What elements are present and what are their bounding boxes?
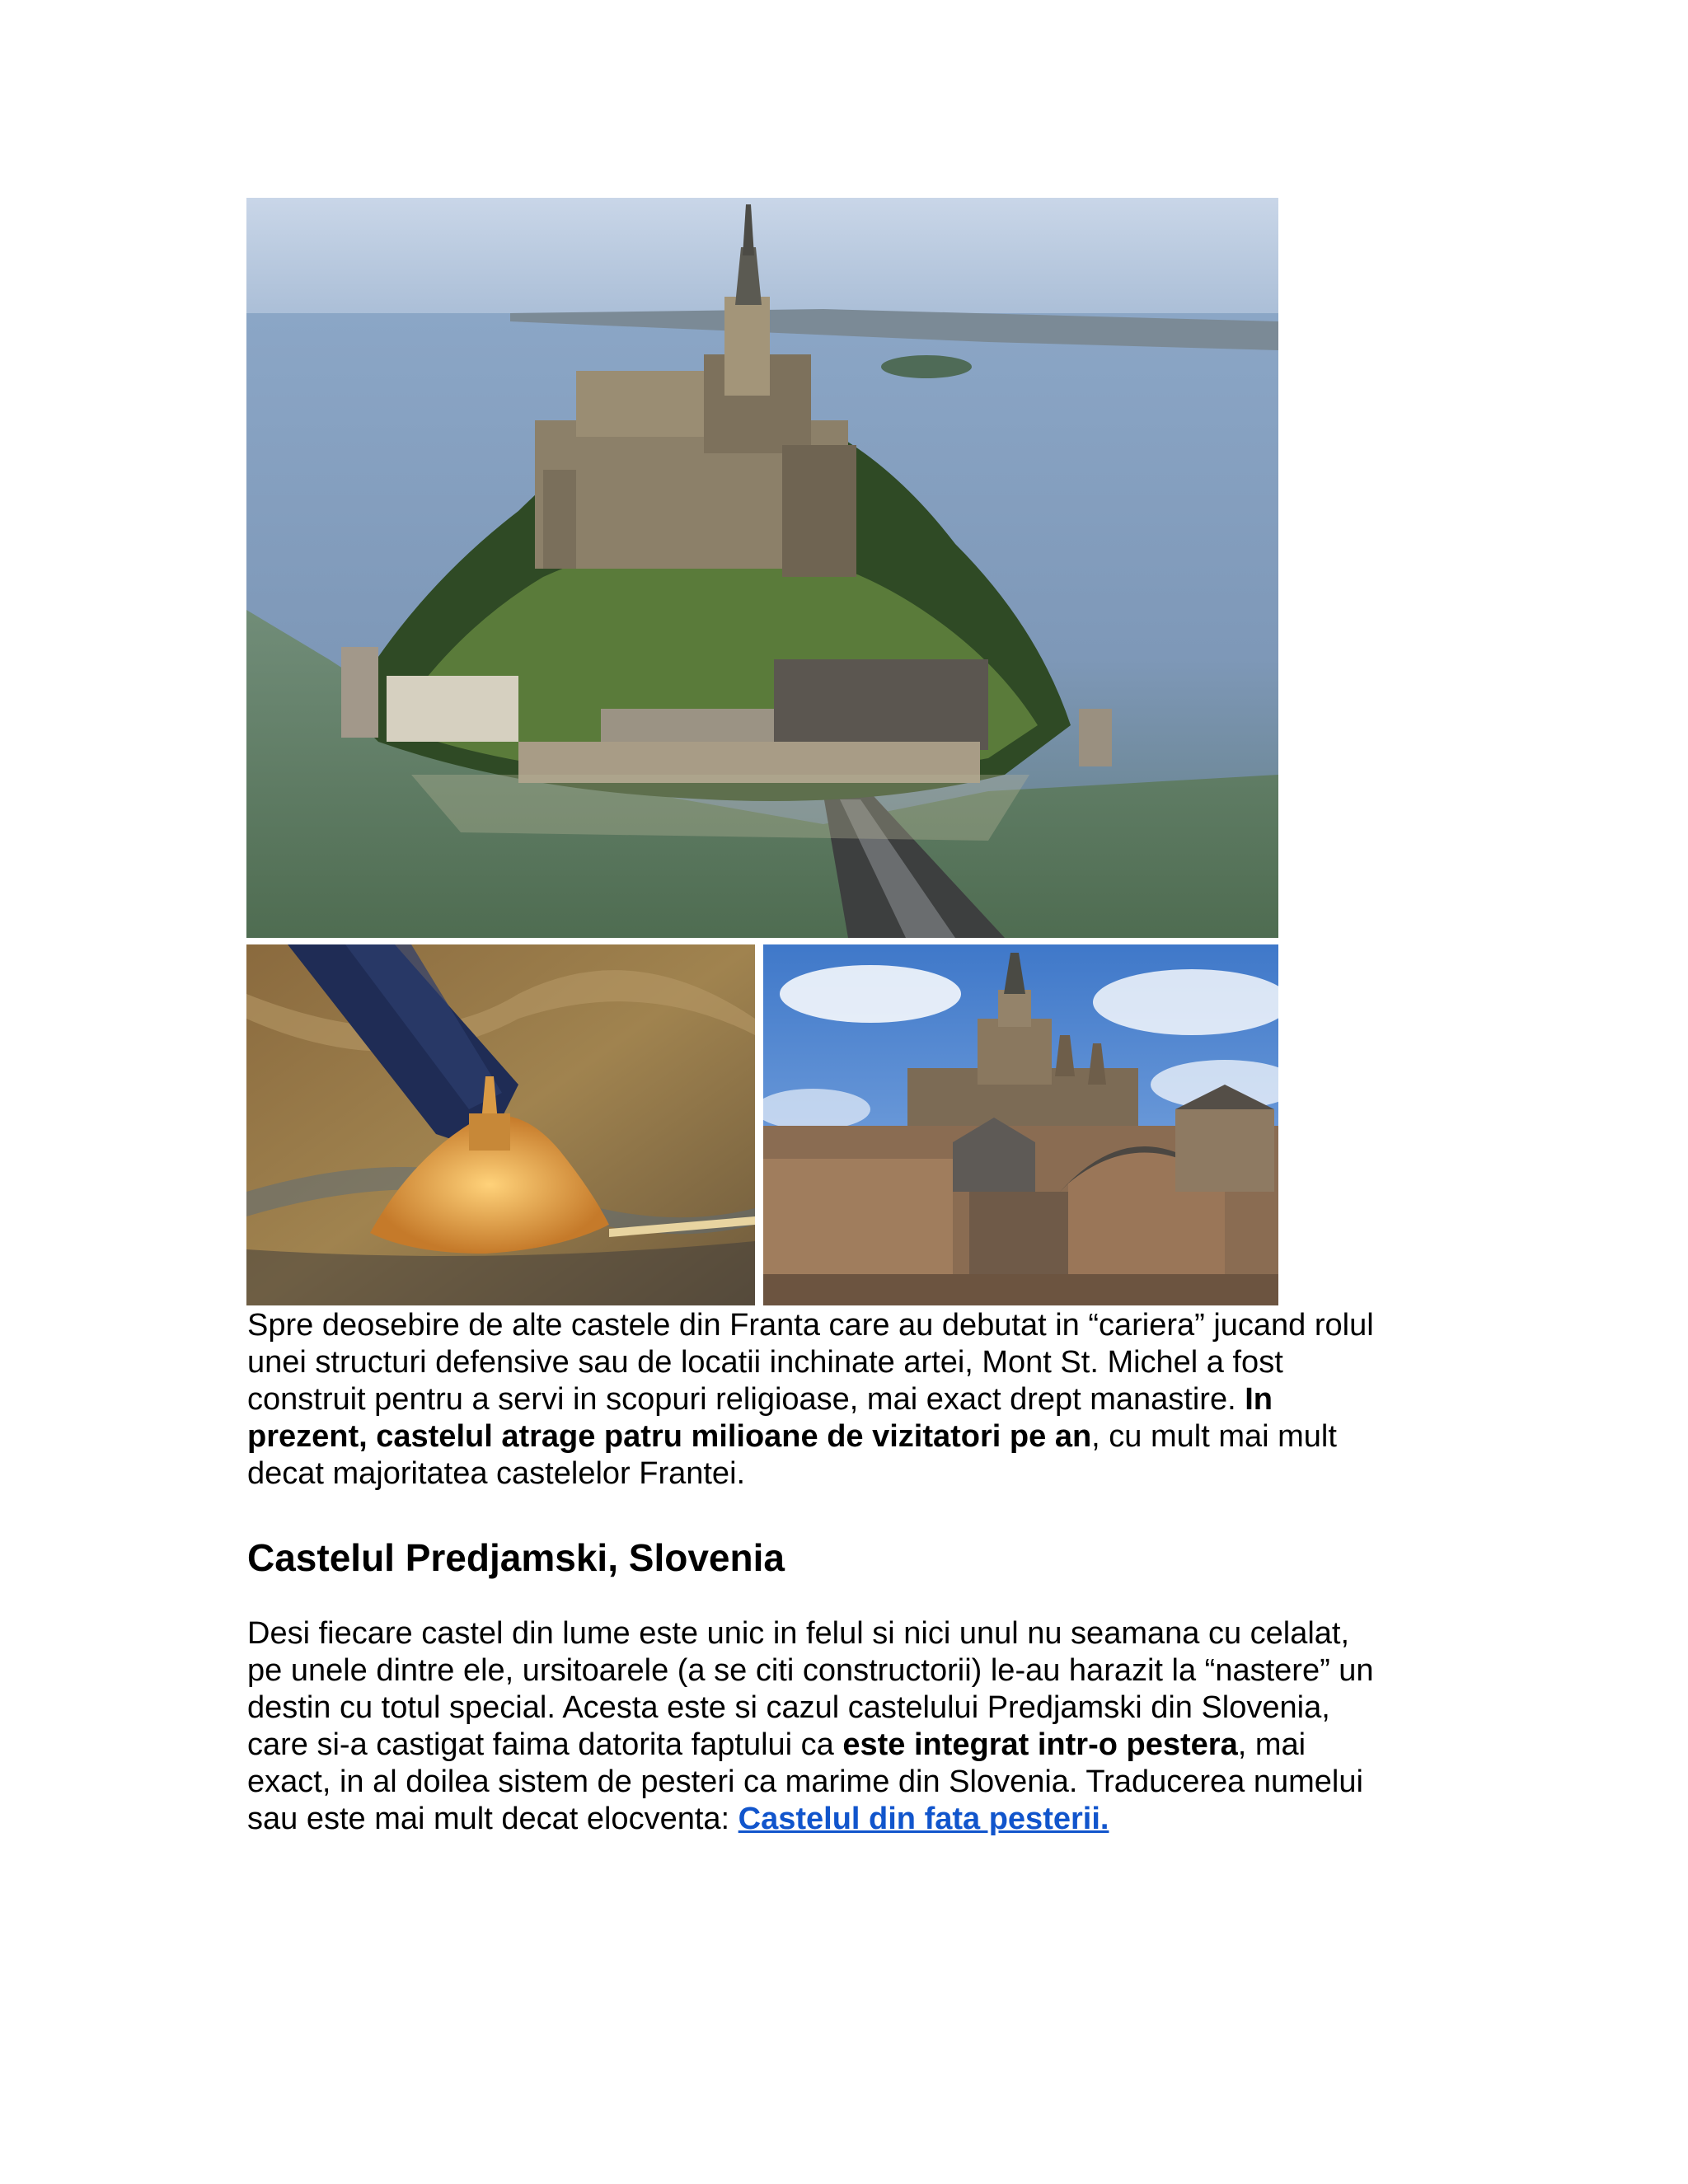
paragraph-line xyxy=(247,1727,1451,1764)
bold-text: este integrat intr-o pestera xyxy=(842,1727,1238,1762)
bold-text: In xyxy=(1245,1382,1273,1417)
paragraph-line: Desi fiecare castel din lume este unic in felul si nici unul nu seamana cu celalat, xyxy=(247,1616,1350,1651)
paragraph-text: , mai xyxy=(1237,1727,1306,1762)
paragraph-mont-st-michel xyxy=(247,1307,1451,1493)
paragraph-text: construit pentru a servi in scopuri religioase, mai exact drept manastire. xyxy=(247,1382,1245,1417)
section-heading: Castelul Predjamski, Slovenia xyxy=(247,1536,785,1579)
paragraph-line: destin cu totul special. Acesta este si cazul castelului Predjamski din Slovenia, xyxy=(247,1690,1330,1725)
paragraph-text: , cu mult mai mult xyxy=(1091,1419,1337,1454)
paragraph-line xyxy=(247,1381,1451,1418)
paragraph-line: decat majoritatea castelelor Frantei. xyxy=(247,1456,746,1491)
paragraph-line xyxy=(247,1418,1451,1455)
bold-text: prezent, castelul atrage patru milioane de vizitatori pe an xyxy=(247,1419,1092,1454)
paragraph-line: Spre deosebire de alte castele din Franta care au debutat in “cariera” jucand rolul xyxy=(247,1308,1374,1343)
paragraph-line: unei structuri defensive sau de locatii inchinate artei, Mont St. Michel a fost xyxy=(247,1345,1283,1380)
paragraph-line: exact, in al doilea sistem de pesteri ca marime din Slovenia. Traducerea numelui xyxy=(247,1765,1363,1799)
castle-name-link[interactable]: Castelul din fata pesterii. xyxy=(738,1802,1109,1836)
paragraph-text: care si-a castigat faima datorita faptului ca xyxy=(247,1727,843,1762)
paragraph-line xyxy=(247,1801,1451,1838)
photo-mont-st-michel-aerial xyxy=(246,198,1278,938)
paragraph-line: pe unele dintre ele, ursitoarele (a se citi constructorii) le-au harazit la “nastere” un xyxy=(247,1653,1374,1688)
paragraph-predjamski xyxy=(247,1615,1451,1838)
photo-mont-st-michel-sunset xyxy=(246,944,755,1305)
photo-mont-st-michel-walls xyxy=(763,944,1278,1305)
paragraph-text: sau este mai mult decat elocventa: xyxy=(247,1802,738,1836)
